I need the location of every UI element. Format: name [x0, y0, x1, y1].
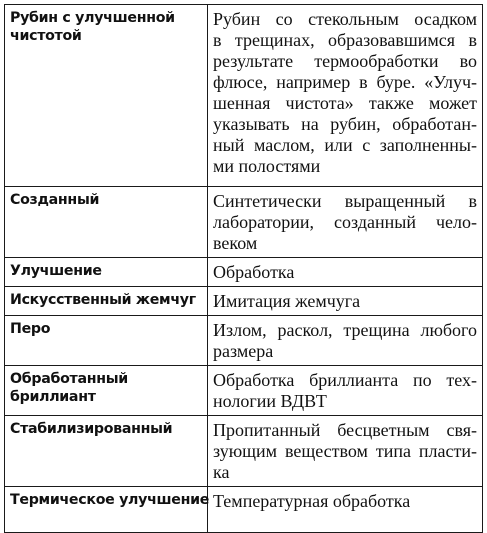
term-line: Стабилизированный	[10, 421, 173, 437]
term-line: Перо	[10, 321, 51, 337]
definition-line: результате термообработки во	[213, 51, 477, 71]
definition-line: Температурная обработка	[213, 491, 411, 511]
definition-line: шенная чистота» также может	[213, 93, 477, 113]
definition-line: размера	[213, 341, 274, 361]
term-line: Рубин с улучшенной	[10, 10, 175, 26]
definition-line: ка	[213, 462, 230, 482]
term-line: Обработанный	[10, 371, 128, 387]
definition-line: флюсе, например в буре. «Улуч-	[213, 72, 477, 92]
definition-cell	[208, 416, 483, 487]
definition-line: Обработка бриллианта по тех-	[213, 370, 477, 390]
definition-cell	[208, 487, 483, 533]
term-cell	[5, 366, 208, 416]
table-row	[5, 416, 483, 487]
definition-line: зующим веществом типа пласти-	[213, 441, 477, 461]
term-cell	[5, 187, 208, 258]
definition-cell	[208, 287, 483, 316]
definition-cell	[208, 5, 483, 187]
table-row	[5, 487, 483, 533]
definition-line: Синтетически выращенный в	[213, 191, 477, 211]
term-cell	[5, 416, 208, 487]
definition-line: лаборатории, созданный чело-	[213, 212, 477, 232]
table-row	[5, 258, 483, 287]
table-row	[5, 287, 483, 316]
definition-line: ный маслом, или с заполненны-	[213, 135, 477, 155]
definition-cell	[208, 316, 483, 366]
term-cell	[5, 316, 208, 366]
term-line: Термическое улучшение	[10, 492, 210, 508]
glossary-page	[4, 4, 484, 533]
definition-line: Излом, раскол, трещина любого	[213, 320, 477, 340]
definition-line: указывать на рубин, обработан-	[213, 114, 477, 134]
term-line: Искусственный жемчуг	[10, 292, 196, 308]
term-cell	[5, 5, 208, 187]
definition-cell	[208, 366, 483, 416]
term-line: Улучшение	[10, 263, 102, 279]
term-cell	[5, 487, 208, 533]
definition-line: нологии ВДВТ	[213, 391, 327, 411]
glossary-table	[4, 4, 483, 533]
definition-line: веком	[213, 233, 258, 253]
definition-line: в трещинах, образовавшимся в	[213, 30, 477, 50]
table-row	[5, 5, 483, 187]
table-row	[5, 187, 483, 258]
term-line: бриллиант	[10, 389, 96, 405]
definition-line: Рубин со стекольным осадком	[213, 9, 477, 29]
term-cell	[5, 258, 208, 287]
term-line: Созданный	[10, 192, 100, 208]
definition-line: Пропитанный бесцветным свя-	[213, 420, 477, 440]
term-line: чистотой	[10, 28, 82, 44]
definition-cell	[208, 258, 483, 287]
definition-cell	[208, 187, 483, 258]
term-cell	[5, 287, 208, 316]
definition-line: ми полостями	[213, 156, 321, 176]
table-row	[5, 366, 483, 416]
definition-line: Имитация жемчуга	[213, 291, 361, 311]
table-row	[5, 316, 483, 366]
definition-line: Обработка	[213, 262, 295, 282]
